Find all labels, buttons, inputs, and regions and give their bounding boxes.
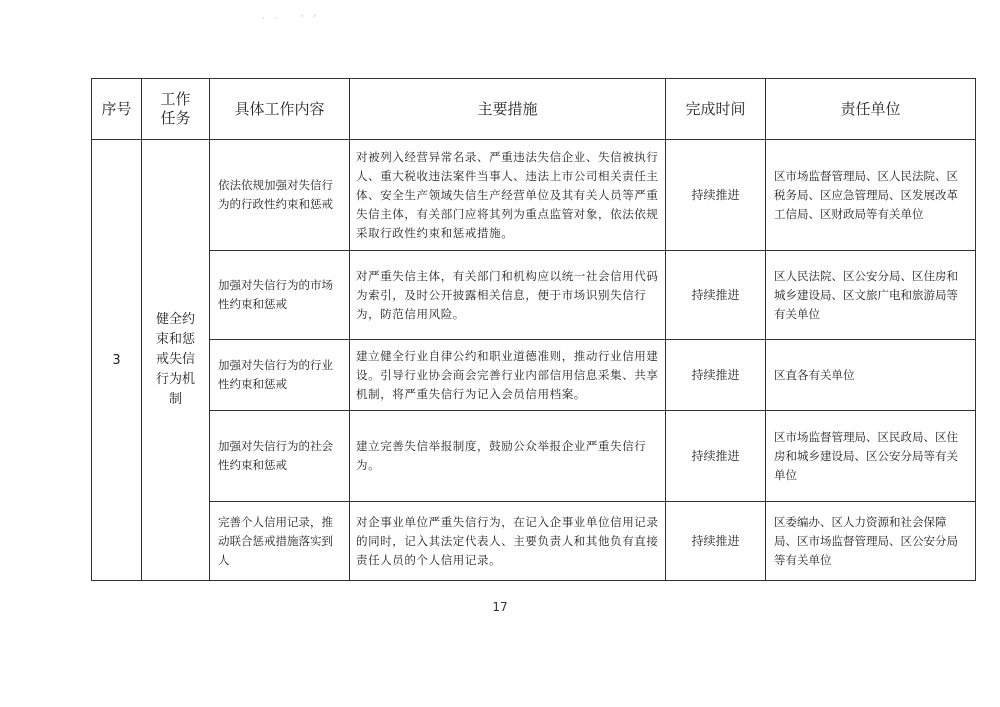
header-seq: 序号 <box>92 79 142 140</box>
content-cell: 完善个人信用记录，推动联合惩戒措施落实到人 <box>210 502 350 581</box>
header-measures: 主要措施 <box>350 79 666 140</box>
time-cell: 持续推进 <box>666 411 766 502</box>
content-cell: 加强对失信行为的市场性约束和惩戒 <box>210 251 350 340</box>
unit-cell: 区市场监督管理局、区民政局、区住房和城乡建设局、区公安分局等有关单位 <box>766 411 976 502</box>
measures-cell: 对企事业单位严重失信行为，在记入企事业单位信用记录的同时，记入其法定代表人、主要负责人和其他负有直接责任人员的个人信用记录。 <box>350 502 666 581</box>
table-row <box>92 251 976 340</box>
unit-cell: 区委编办、区人力资源和社会保障局、区市场监督管理局、区公安分局等有关单位 <box>766 502 976 581</box>
table-row <box>92 140 976 251</box>
header-content: 具体工作内容 <box>210 79 350 140</box>
unit-cell: 区直各有关单位 <box>766 340 976 411</box>
measures-cell: 对严重失信主体，有关部门和机构应以统一社会信用代码为索引，及时公开披露相关信息，便于市场识别失信行为，防范信用风险。 <box>350 251 666 340</box>
unit-cell: 区人民法院、区公安分局、区住房和城乡建设局、区文旅广电和旅游局等有关单位 <box>766 251 976 340</box>
table-row <box>92 340 976 411</box>
measures-cell: 建立完善失信举报制度，鼓励公众举报企业严重失信行为。 <box>350 411 666 502</box>
time-cell: 持续推进 <box>666 502 766 581</box>
content-cell: 加强对失信行为的行业性约束和惩戒 <box>210 340 350 411</box>
scan-specks: ·· ‘‘ <box>262 14 327 24</box>
header-time: 完成时间 <box>666 79 766 140</box>
table-row <box>92 502 976 581</box>
time-cell: 持续推进 <box>666 340 766 411</box>
group-task-cell: 健全约束和惩戒失信行为机制 <box>142 140 210 581</box>
work-task-table <box>91 78 976 581</box>
measures-cell: 对被列入经营异常名录、严重违法失信企业、失信被执行人、重大税收违法案件当事人、违法上市公司相关责任主体、安全生产领域失信生产经营单位及其有关人员等严重失信主体，有关部门应将其列为重点监管对象，依法依规采取行政性约束和惩戒措施。 <box>350 140 666 251</box>
unit-cell: 区市场监督管理局、区人民法院、区税务局、区应急管理局、区发展改革工信局、区财政局等有关单位 <box>766 140 976 251</box>
page-number: 17 <box>492 600 508 614</box>
table-header-row <box>92 79 976 140</box>
header-task: 工作 任务 <box>142 79 210 140</box>
time-cell: 持续推进 <box>666 140 766 251</box>
table-row <box>92 411 976 502</box>
time-cell: 持续推进 <box>666 251 766 340</box>
group-seq-cell: 3 <box>92 140 142 581</box>
header-unit: 责任单位 <box>766 79 976 140</box>
measures-cell: 建立健全行业自律公约和职业道德准则，推动行业信用建设。引导行业协会商会完善行业内部信用信息采集、共享机制，将严重失信行为记入会员信用档案。 <box>350 340 666 411</box>
content-cell: 依法依规加强对失信行为的行政性约束和惩戒 <box>210 140 350 251</box>
content-cell: 加强对失信行为的社会性约束和惩戒 <box>210 411 350 502</box>
